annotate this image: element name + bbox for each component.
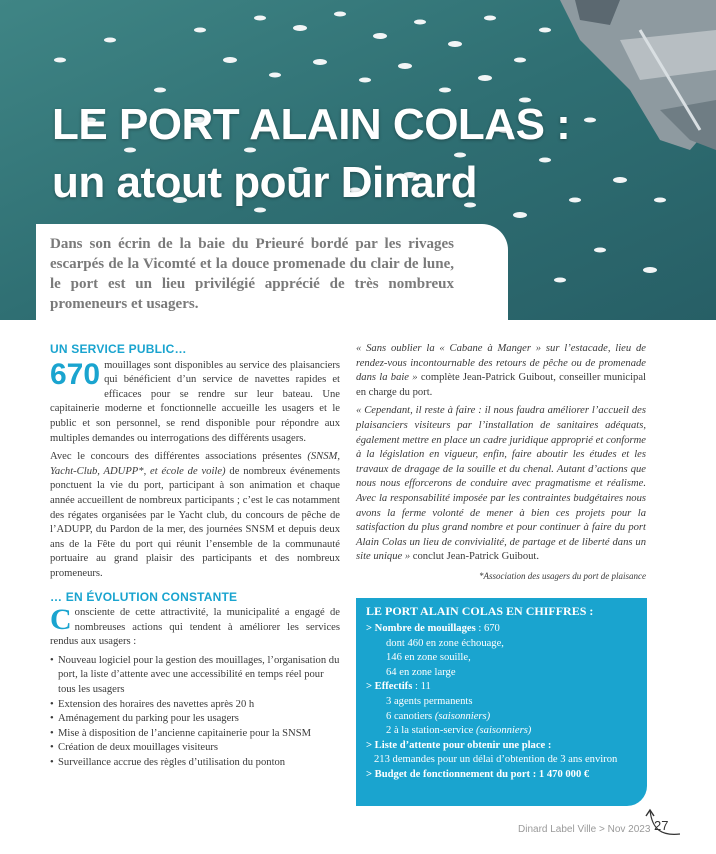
section1-p1-text: mouillages sont disponibles au service des plaisanciers qui bénéficient d’un service de navettes rapides et efficaces pour se rendre sur leur bateau. Une capitainerie moderne et fonctionnelle accueille les usagers et le public et son personnel, se rend disponible pour répondre aux multiples demandes ou interrogations des différents usagers.: [50, 359, 340, 444]
left-column: [50, 342, 340, 771]
list-item: • Mise à disposition de l’ancienne capitainerie pour la SNSM: [50, 727, 340, 742]
right-column: [356, 342, 646, 588]
associations-list: (SNSM, Yacht-Club, ADUPP*, et école de voile): [50, 451, 340, 477]
page-title-line2: un atout pour Dinard: [52, 158, 478, 207]
section-title-service-public: UN SERVICE PUBLIC…: [50, 342, 187, 356]
lead-number: 670: [50, 357, 101, 391]
page-number: 27: [654, 818, 669, 833]
list-item: • Nouveau logiciel pour la gestion des mouillages, l’organisation du port, la liste d’attente avec une accessibilité en temps réel pour tous les usagers: [50, 654, 340, 698]
list-item: • Extension des horaires des navettes après 20 h: [50, 698, 340, 713]
section1-paragraph2: Avec le concours des différentes associations présentes (SNSM, Yacht-Club, ADUPP*, et école de voile) de nombreux événements ponctuent la vie du port, participant à son animation et chaque année accueillent de nombreux participants ; c’est le cas notamment des régates organisées par le Yacht club, du concours de pêche de l’ADUPP, du Pardon de la mer, des journées SNSM et depuis deux ans de la Fête du port qui réunit l’ensemble de la communauté portuaire au grand plaisir des participants et des nombreux promeneurs.: [50, 451, 340, 579]
page-title-line1: LE PORT ALAIN COLAS :: [52, 100, 571, 149]
publication-label: Dinard Label Ville > Nov 2023: [518, 824, 651, 835]
key-figures-box: [356, 598, 647, 806]
footnote: *Association des usagers du port de plaisance: [479, 570, 646, 581]
quote-paragraph2: « Cependant, il reste à faire : il nous faudra améliorer l’accueil des plaisanciers visiteurs par l’installation de sanitaires adéquats, également mettre en place un cadre juridique approprié et conforme à la législation en vigueur, enfin, faire aboutir les études et les travaux de dragage de la souille et du chenal. Autant d’actions que nous nous efforcerons de conduire avec pragmatisme et réalisme. Avec la responsabilité imposée par les contraintes budgétaires nous avons la ferme volonté de mener à bien ces projets pour la satisfaction du plus grand nombre et pour continuer à faire du port Alain Colas un lieu de convivialité, de partage et de liberté dans un site unique » conclut Jean-Patrick Guibout.: [356, 405, 646, 563]
quote-paragraph1: « Sans oublier la « Cabane à Manger » sur l’estacade, lieu de rendez-vous incontournable des retours de pêche ou de promenade dans la baie » complète Jean-Patrick Guibout, conseiller municipal en charge du port.: [356, 343, 646, 398]
list-item: • Aménagement du parking pour les usagers: [50, 712, 340, 727]
intro-paragraph: Dans son écrin de la baie du Prieuré bordé par les rivages escarpés de la Vicomté et la douce promenade du clair de lune, le port est un lieu privilégié apprécié de très nombreux promeneurs et usagers.: [50, 236, 454, 312]
list-item: 213 demandes pour un délai d’obtention de 3 ans environ: [374, 754, 618, 766]
list-item: 146 en zone souille,: [386, 652, 471, 664]
list-item: • Surveillance accrue des règles d’utilisation du ponton: [50, 756, 340, 771]
list-item: 6 canotiers (saisonniers): [386, 710, 491, 722]
list-item: 3 agents permanents: [386, 695, 473, 707]
list-item: dont 460 en zone échouage,: [386, 637, 504, 649]
list-item: > Effectifs : 11: [366, 681, 431, 693]
section-title-evolution: … EN ÉVOLUTION CONSTANTE: [50, 589, 238, 604]
list-item: • Création de deux mouillages visiteurs: [50, 741, 340, 756]
section2-paragraph1: Consciente de cette attractivité, la municipalité a engagé de nombreuses actions qui tendent à améliorer les services rendus aux usagers :: [50, 603, 340, 648]
actions-list: [50, 654, 340, 771]
list-item: > Nombre de mouillages : 670: [366, 623, 500, 634]
list-item: 64 en zone large: [386, 666, 456, 678]
key-figures-title: LE PORT ALAIN COLAS EN CHIFFRES :: [366, 604, 594, 618]
list-item: > Liste d’attente pour obtenir une place :: [366, 739, 552, 751]
list-item: 2 à la station-service (saisonniers): [386, 725, 532, 737]
lead-letter: C: [50, 603, 72, 637]
section1-paragraph1: [50, 359, 340, 447]
key-figures-list: [366, 622, 640, 783]
list-item: > Budget de fonctionnement du port : 1 470 000 €: [366, 768, 590, 780]
